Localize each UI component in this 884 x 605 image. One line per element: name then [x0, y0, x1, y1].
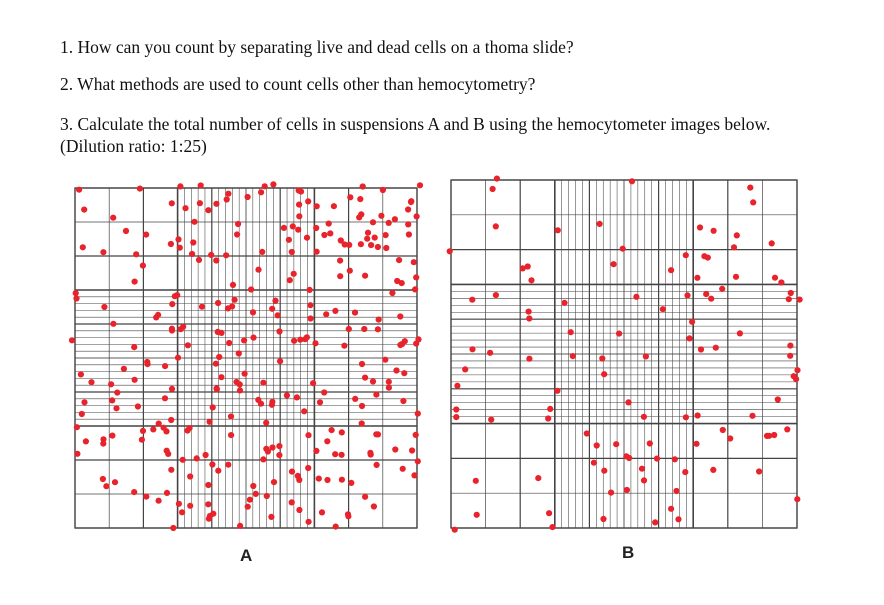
- cell-dot: [720, 427, 726, 433]
- figure-label-b: B: [622, 543, 635, 562]
- cell-dot: [591, 460, 597, 466]
- cell-dot: [629, 178, 635, 184]
- cell-dot: [694, 275, 700, 281]
- cell-dot: [601, 371, 607, 377]
- cell-dot: [528, 277, 534, 283]
- cell-dot: [673, 488, 679, 494]
- cell-dot: [554, 388, 560, 394]
- cell-dot: [624, 487, 630, 493]
- cell-dot: [452, 527, 458, 533]
- cell-dot: [788, 290, 794, 296]
- cell-dot: [683, 252, 689, 258]
- cell-dot: [474, 512, 480, 518]
- cell-dot: [686, 335, 692, 341]
- cell-dot: [654, 456, 660, 462]
- cell-dot: [625, 399, 631, 405]
- cell-dot: [462, 366, 468, 372]
- cell-dot: [526, 356, 532, 362]
- cell-dot: [794, 496, 800, 502]
- question-2: 2. What methods are used to count cells other than hemocytometry?: [60, 74, 536, 94]
- cell-dot: [570, 353, 576, 359]
- cell-dot: [672, 456, 678, 462]
- question-1: 1. How can you count by separating live and dead cells on a thoma slide?: [60, 37, 574, 57]
- cell-dot: [547, 406, 553, 412]
- cell-dot: [689, 319, 695, 325]
- cell-dot: [526, 315, 532, 321]
- cell-dot: [784, 426, 790, 432]
- cell-dot: [493, 292, 499, 298]
- cell-dot: [683, 414, 689, 420]
- cell-dot: [473, 478, 479, 484]
- cell-dot: [708, 296, 714, 302]
- cell-dot: [668, 267, 674, 273]
- cell-dot: [599, 355, 605, 361]
- cell-dot: [520, 265, 526, 271]
- cell-dot: [535, 475, 541, 481]
- cell-dot: [695, 412, 701, 418]
- cell-dot: [469, 346, 475, 352]
- cell-dot: [697, 224, 703, 230]
- cell-dot: [487, 350, 493, 356]
- cell-dot: [668, 506, 674, 512]
- cell-dot: [647, 440, 653, 446]
- question-3: 3. Calculate the total number of cells in suspensions A and B using the hemocytometer images below. (Dilution ratio: 1:25): [60, 114, 771, 156]
- cell-dot: [734, 232, 740, 238]
- cell-dot: [786, 296, 792, 302]
- cell-dot: [600, 516, 606, 522]
- cell-dot: [601, 468, 607, 474]
- cell-dot: [749, 413, 755, 419]
- cell-dot: [453, 406, 459, 412]
- cell-dot: [611, 261, 617, 267]
- cell-dot: [733, 274, 739, 280]
- cell-dot: [787, 353, 793, 359]
- cell-dot: [494, 176, 500, 182]
- cell-dot: [778, 279, 784, 285]
- cell-dot: [546, 510, 552, 516]
- cell-dot: [453, 414, 459, 420]
- cell-dot: [682, 469, 688, 475]
- cell-dot: [639, 466, 645, 472]
- cell-dot: [693, 441, 699, 447]
- cell-dot: [594, 442, 600, 448]
- cell-dot: [719, 286, 725, 292]
- cell-dot: [791, 373, 797, 379]
- cell-dot: [727, 435, 733, 441]
- cell-dot: [698, 346, 704, 352]
- cell-dot: [616, 331, 622, 337]
- cell-dot: [633, 294, 639, 300]
- cell-dot: [643, 353, 649, 359]
- cell-dot: [488, 417, 494, 423]
- grid-lines: [451, 180, 797, 528]
- cell-dot: [769, 240, 775, 246]
- cell-dot: [787, 343, 793, 349]
- cell-dot: [526, 309, 532, 315]
- cell-dot: [713, 345, 719, 351]
- cell-dot: [555, 227, 561, 233]
- cell-dot: [703, 291, 709, 297]
- cell-dot: [641, 414, 647, 420]
- cell-dot: [747, 185, 753, 191]
- cell-dot: [750, 199, 756, 205]
- cell-dot: [737, 330, 743, 336]
- cell-dot: [652, 519, 658, 525]
- cell-dot: [545, 415, 551, 421]
- cell-dot: [493, 223, 499, 229]
- cell-dot: [620, 246, 626, 252]
- cell-dot: [447, 248, 453, 254]
- cell-dot: [568, 329, 574, 335]
- cell-dot: [797, 297, 803, 303]
- cell-dot: [641, 477, 647, 483]
- cell-dot: [675, 516, 681, 522]
- cell-dot: [597, 221, 603, 227]
- cell-dot: [775, 396, 781, 402]
- cell-dot: [623, 453, 629, 459]
- cell-dot: [490, 186, 496, 192]
- figure-label-a: A: [240, 546, 253, 565]
- cell-dot: [561, 300, 567, 306]
- cell-dot: [794, 367, 800, 373]
- cell-dot: [772, 275, 778, 281]
- cell-dot: [684, 292, 690, 298]
- cell-dot: [705, 255, 711, 261]
- cell-dot: [660, 306, 666, 312]
- cell-dot: [710, 467, 716, 473]
- cell-dot: [454, 383, 460, 389]
- cell-dot: [469, 297, 475, 303]
- cell-dot: [711, 228, 717, 234]
- cell-dot: [766, 433, 772, 439]
- cell-dot: [731, 244, 737, 250]
- cell-dot: [613, 441, 619, 447]
- cell-dot: [549, 524, 555, 530]
- cell-dot: [608, 490, 614, 496]
- cell-dot: [584, 430, 590, 436]
- cell-dot: [756, 468, 762, 474]
